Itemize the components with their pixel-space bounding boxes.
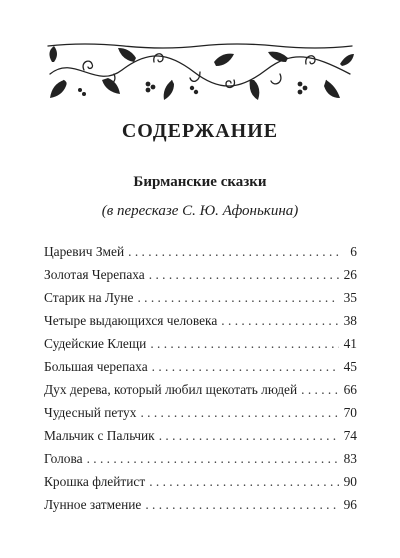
toc-entry[interactable] [44, 290, 357, 313]
toc-entry-page: 6 [350, 244, 357, 259]
toc-entry-title: Крошка флейтист [44, 474, 146, 489]
toc-dot-leader [152, 359, 339, 375]
toc-entry[interactable] [44, 405, 357, 428]
toc-dot-leader [140, 405, 339, 421]
toc-dot-leader [221, 313, 339, 329]
toc-dot-leader [137, 290, 339, 306]
vine-ornament-icon [44, 40, 356, 104]
toc-entry[interactable] [44, 244, 357, 267]
toc-entry[interactable] [44, 497, 357, 520]
section-subtitle: (в пересказе С. Ю. Афонькина) [101, 203, 299, 219]
toc-entry-title: Голова [44, 451, 83, 466]
toc-entry-page: 45 [343, 359, 357, 374]
toc-entry-page: 74 [343, 428, 357, 443]
toc-entry-title: Судейские Клещи [44, 336, 147, 351]
toc-entry[interactable] [44, 359, 357, 382]
toc-entry[interactable] [44, 313, 357, 336]
toc-entry-page: 35 [343, 290, 357, 305]
page-title: СОДЕРЖАНИЕ [121, 120, 279, 142]
toc-entry-page: 96 [343, 497, 357, 512]
toc-list [44, 244, 357, 520]
toc-entry-page: 41 [343, 336, 357, 351]
toc-entry-page: 66 [343, 382, 357, 397]
toc-entry-title: Четыре выдающихся человека [44, 313, 218, 328]
toc-entry-page: 90 [343, 474, 357, 489]
toc-entry-title: Царевич Змей [44, 244, 125, 259]
toc-entry-page: 70 [343, 405, 357, 420]
toc-dot-leader [150, 336, 339, 352]
toc-entry-page: 38 [343, 313, 357, 328]
toc-entry-page: 83 [343, 451, 357, 466]
toc-dot-leader [149, 474, 339, 490]
toc-entry[interactable] [44, 267, 357, 290]
toc-entry[interactable] [44, 336, 357, 359]
toc-entry-title: Чудесный петух [44, 405, 137, 420]
toc-dot-leader [87, 451, 339, 467]
section-title: Бирманские сказки [133, 174, 267, 190]
toc-entry-title: Золотая Черепаха [44, 267, 145, 282]
toc-entry-title: Мальчик с Пальчик [44, 428, 155, 443]
toc-dot-leader [128, 244, 339, 260]
toc-dot-leader [301, 382, 339, 398]
toc-entry-title: Дух дерева, который любил щекотать людей [44, 382, 298, 397]
toc-dot-leader [149, 267, 339, 283]
toc-entry-page: 26 [343, 267, 357, 282]
toc-dot-leader [159, 428, 339, 444]
toc-entry-title: Лунное затмение [44, 497, 142, 512]
toc-entry-title: Большая черепаха [44, 359, 148, 374]
toc-entry-title: Старик на Луне [44, 290, 134, 305]
toc-dot-leader [145, 497, 339, 513]
toc-entry[interactable] [44, 382, 357, 405]
toc-entry[interactable] [44, 474, 357, 497]
toc-entry[interactable] [44, 428, 357, 451]
toc-entry[interactable] [44, 451, 357, 474]
